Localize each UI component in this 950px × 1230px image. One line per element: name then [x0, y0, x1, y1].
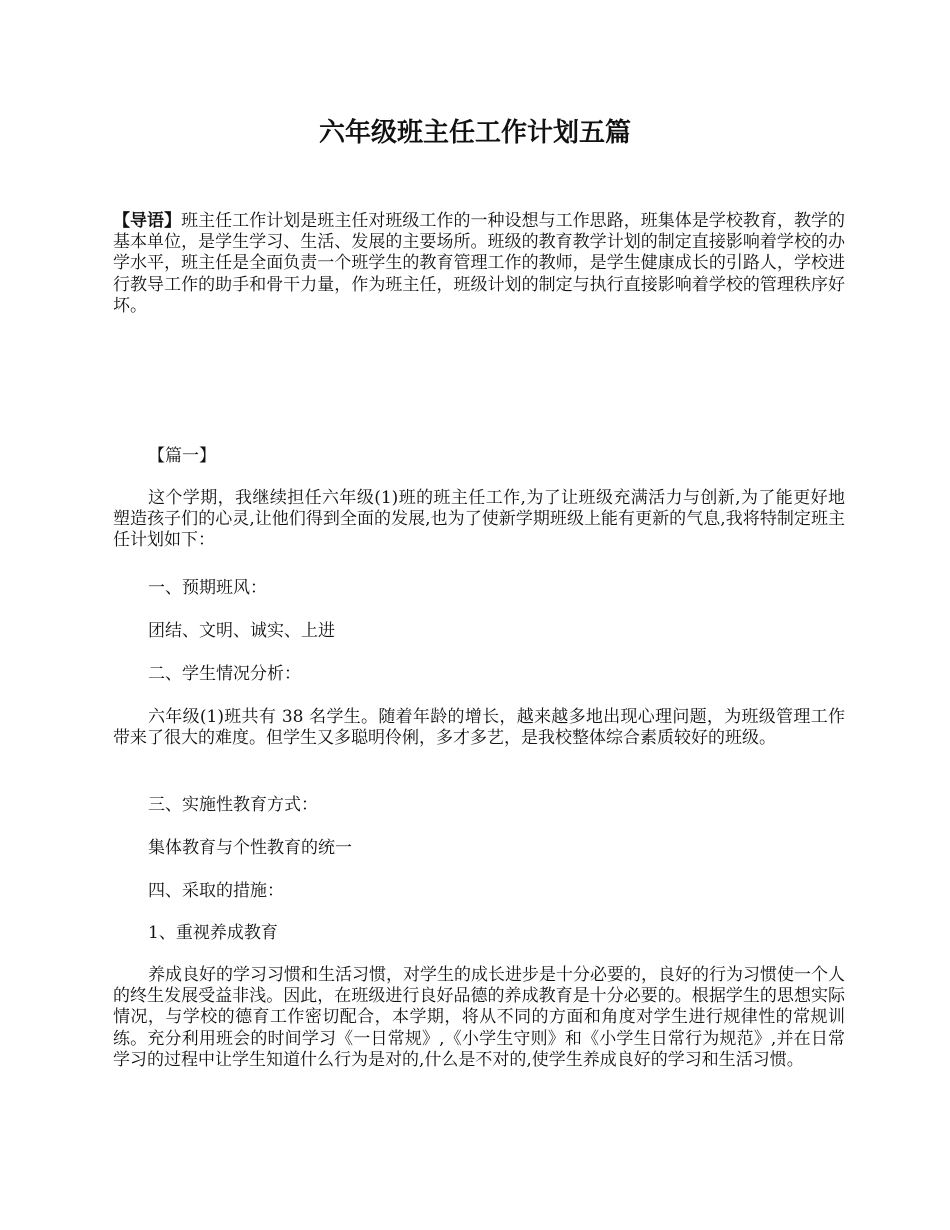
paragraph-intro: 这个学期，我继续担任六年级(1)班的班主任工作,为了让班级充满活力与创新,为了能更好地塑造孩子们的心灵,让他们得到全面的发展,也为了使新学期班级上能有更新的气息,我将特制定班主任计划如下： [113, 488, 845, 551]
intro-text: 班主任工作计划是班主任对班级工作的一种设想与工作思路，班集体是学校教育，教学的基本单位，是学生学习、生活、发展的主要场所。班级的教育教学计划的制定直接影响着学校的办学水平，班主任是全面负责一个班学生的教育管理工作的教师，是学生健康成长的引路人，学校进行教导工作的助手和骨干力量，作为班主任，班级计划的制定与执行直接影响着学校的管理秩序好坏。 [113, 211, 846, 316]
section-heading: 【篇一】 [148, 446, 216, 466]
heading-education-method: 三、实施性教育方式： [148, 795, 318, 815]
heading-class-style: 一、预期班风： [148, 578, 267, 598]
heading-measures: 四、采取的措施： [148, 881, 284, 901]
document-title: 六年级班主任工作计划五篇 [318, 118, 631, 148]
intro-paragraph [113, 211, 845, 317]
class-style-text: 团结、文明、诚实、上进 [148, 621, 335, 641]
paragraph-student-analysis: 六年级(1)班共有 38 名学生。随着年龄的增长，越来越多地出现心理问题，为班级管理工作带来了很大的难度。但学生又多聪明伶俐，多才多艺，是我校整体综合素质较好的班级。 [113, 707, 845, 749]
subheading-habit-education: 1、重视养成教育 [148, 923, 278, 943]
heading-student-analysis: 二、学生情况分析： [148, 664, 301, 684]
intro-lead-tag: 【导语】 [113, 211, 182, 231]
education-method-text: 集体教育与个性教育的统一 [148, 838, 352, 858]
paragraph-habit-education: 养成良好的学习习惯和生活习惯，对学生的成长进步是十分必要的，良好的行为习惯使一个人的终生发展受益非浅。因此，在班级进行良好品德的养成教育是十分必要的。根据学生的思想实际情况，与学校的德育工作密切配合，本学期，将从不同的方面和角度对学生进行规律性的常规训练。充分利用班会的时间学习《一日常规》,《小学生守则》和《小学生日常行为规范》,并在日常学习的过程中让学生知道什么行为是对的,什么是不对的,使学生养成良好的学习和生活习惯。 [113, 965, 845, 1070]
